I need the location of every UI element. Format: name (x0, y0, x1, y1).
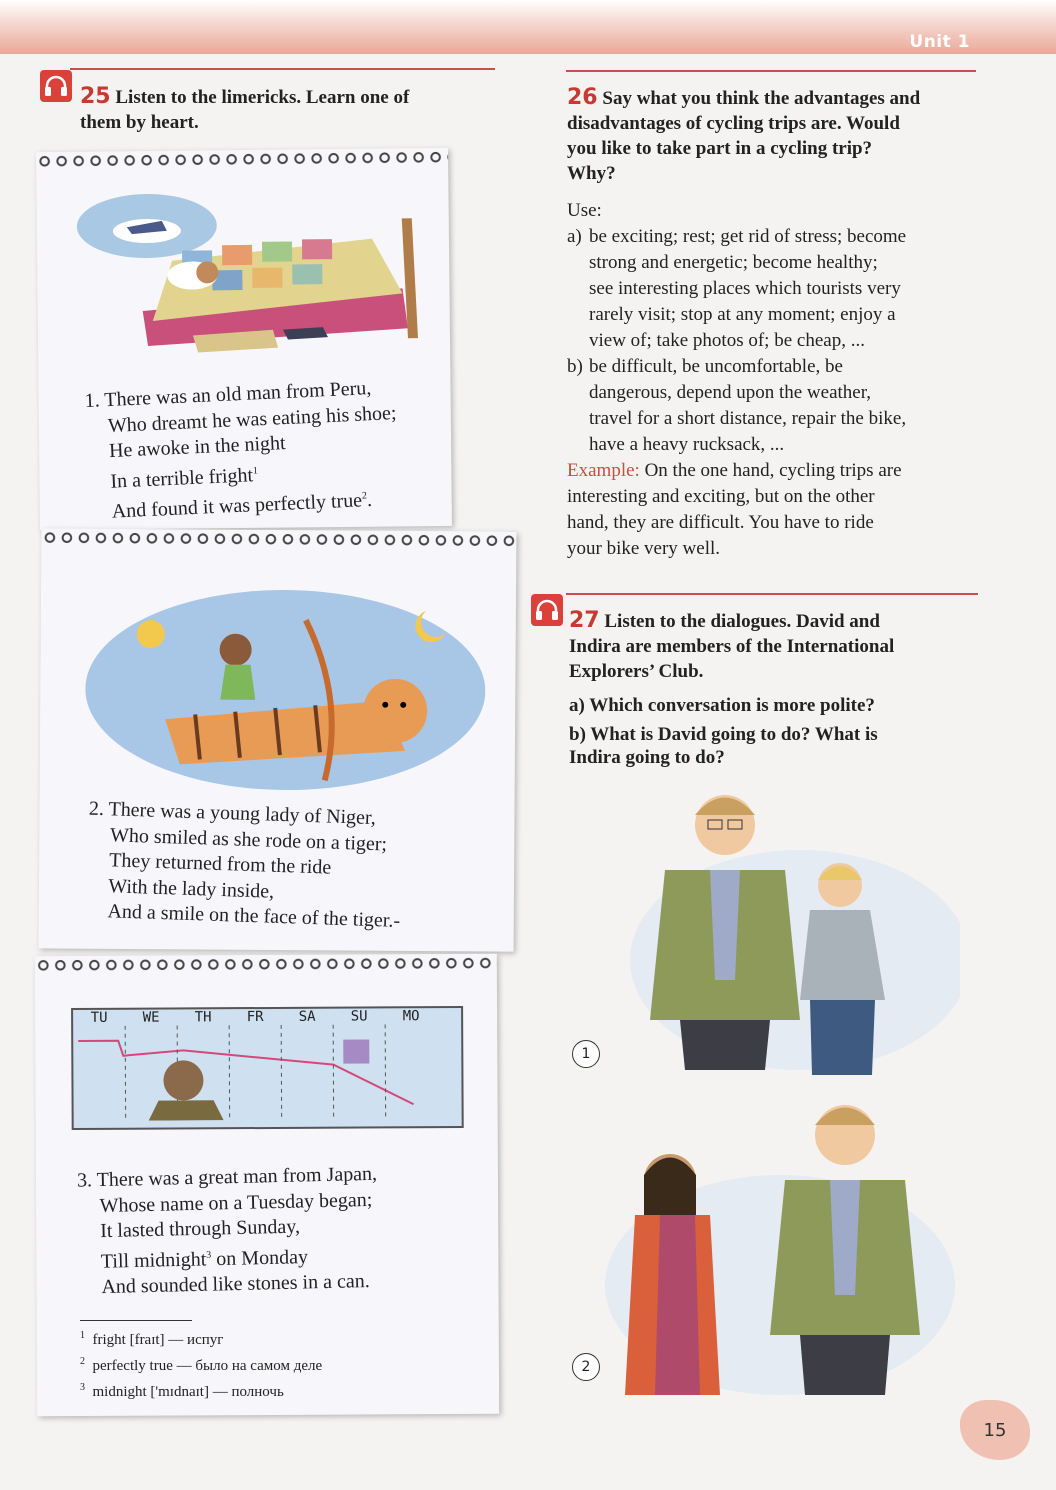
ex26-use-block: Use: a) be exciting; rest; get rid of stress; become strong and energetic; become healthy; see interesting places which tourists very rarely visit; stop at any moment; enjoy a view of; take photos of; be cheap, ... b) be difficult, be uncomfortable, be dangerous, depend upon the weather, travel for a short distance, repair the bike, have a heavy rucksack, ... Example: On the one hand, cycling trips are interesting and exciting, but on the other hand, they are difficult. You have to ride your bike very well. (567, 198, 987, 562)
limerick-3 (77, 1162, 380, 1301)
ex25-heading-line2: them by heart. (80, 112, 199, 133)
ex27-question-b-line2: Indira going to do? (569, 747, 725, 768)
day-label: FR (246, 1009, 264, 1026)
weather-graph-line (73, 1024, 457, 1121)
ex26-heading: 26 Say what you think the advantages and disadvantages of cycling trips are. Would you like to take part in a cycling trip? Why? (567, 85, 921, 184)
day-label: SU (350, 1008, 368, 1025)
unit-label: Unit 1 (909, 32, 970, 52)
limerick-2-line2: Who smiled as she rode on a tiger; (109, 823, 388, 855)
ex26-example: Example: On the one hand, cycling trips are (567, 460, 902, 481)
limerick-3-line1: 3. There was a great man from Japan, (76, 1162, 378, 1192)
limerick-1-line3: He awoke in the night (108, 432, 287, 463)
ex26-option-a: a) be exciting; rest; get rid of stress; become strong and energetic; become healthy; see interesting places which tourists very rarely visit; stop at any moment; enjoy a view of; take photos of; be cheap, ... (567, 226, 907, 351)
ex26-number: 26 (567, 85, 598, 110)
ex26-use-label: Use: (567, 200, 602, 221)
ex26-rule (566, 70, 976, 72)
ex25-heading-line1: Listen to the limericks. Learn one of (115, 87, 410, 108)
limerick-2 (85, 797, 404, 935)
spiral-binding (36, 144, 448, 170)
david-and-boy-illustration (600, 780, 960, 1080)
day-label: TH (194, 1009, 212, 1026)
footnote-3: $^3$ midnight ['mɪdnaɪt] — полночь (80, 1382, 284, 1400)
ex27-question-a: a) Which conversation is more polite? (569, 695, 875, 716)
limerick-2-line1: 2. There was a young lady of Niger, (88, 797, 377, 830)
ex27-questions (569, 693, 878, 771)
ex25-rule (70, 68, 495, 70)
indira-and-david-illustration (600, 1095, 960, 1395)
limerick-1-line1: 1. There was an old man from Peru, (84, 377, 372, 413)
limerick-1-line2: Who dreamt he was eating his shoe; (107, 401, 397, 437)
footnotes (80, 1325, 322, 1403)
ex25-heading (80, 84, 409, 135)
day-label: TU (90, 1009, 108, 1026)
day-label: WE (142, 1009, 160, 1026)
limerick-2-line5: And a smile on the face of the tiger.- (107, 900, 401, 932)
picture-number-1: 1 (572, 1040, 600, 1068)
sleeping-man-illustration (71, 178, 423, 362)
ex27-number: 27 (569, 608, 600, 633)
spiral-binding (41, 524, 516, 549)
ex27-question-b-line1: b) What is David going to do? What is (569, 724, 878, 745)
day-label: MO (402, 1008, 420, 1025)
limerick-2-line3: They returned from the ride (108, 849, 332, 879)
picture-number-2: 2 (572, 1353, 600, 1381)
limerick-1-line4: In a terrible fright$^1$ (109, 463, 259, 493)
ex27-heading: 27 Listen to the dialogues. David and Indira are members of the International Explorers’ Club. (569, 608, 895, 682)
example-label: Example: (567, 460, 640, 481)
weather-chart-illustration (71, 1006, 464, 1130)
limerick-2-line4: With the lady inside, (108, 874, 275, 903)
limerick-1-line5: And found it was perfectly true$^2$. (111, 488, 373, 523)
top-banner (0, 0, 1056, 54)
footnote-rule (80, 1320, 192, 1321)
limerick-3-line2: Whose name on a Tuesday began; (99, 1188, 373, 1217)
headphones-icon[interactable] (531, 594, 563, 626)
limerick-3-line5: And sounded like stones in a can. (101, 1269, 370, 1298)
ex27-rule (566, 593, 978, 595)
page-number: 15 (960, 1400, 1030, 1460)
notebook-limerick-2 (39, 528, 517, 951)
lady-on-tiger-illustration (85, 579, 487, 802)
ex26-option-b: b) be difficult, be uncomfortable, be dangerous, depend upon the weather, travel for a short distance, repair the bike, have a heavy rucksack, ... (567, 356, 907, 455)
limerick-3-line4: Till midnight$^3$ on Monday (100, 1245, 309, 1273)
footnote-1: $^1$ fright [fraɪt] — испуг (80, 1330, 224, 1348)
limerick-1 (84, 375, 401, 526)
spiral-binding (35, 950, 497, 974)
day-label: SA (298, 1008, 316, 1025)
headphones-icon[interactable] (40, 70, 72, 102)
footnote-2: $^2$ perfectly true — было на самом деле (80, 1356, 323, 1374)
limerick-3-line3: It lasted through Sunday, (99, 1215, 301, 1243)
ex25-number: 25 (80, 84, 111, 109)
notebook-limerick-1 (36, 148, 452, 530)
